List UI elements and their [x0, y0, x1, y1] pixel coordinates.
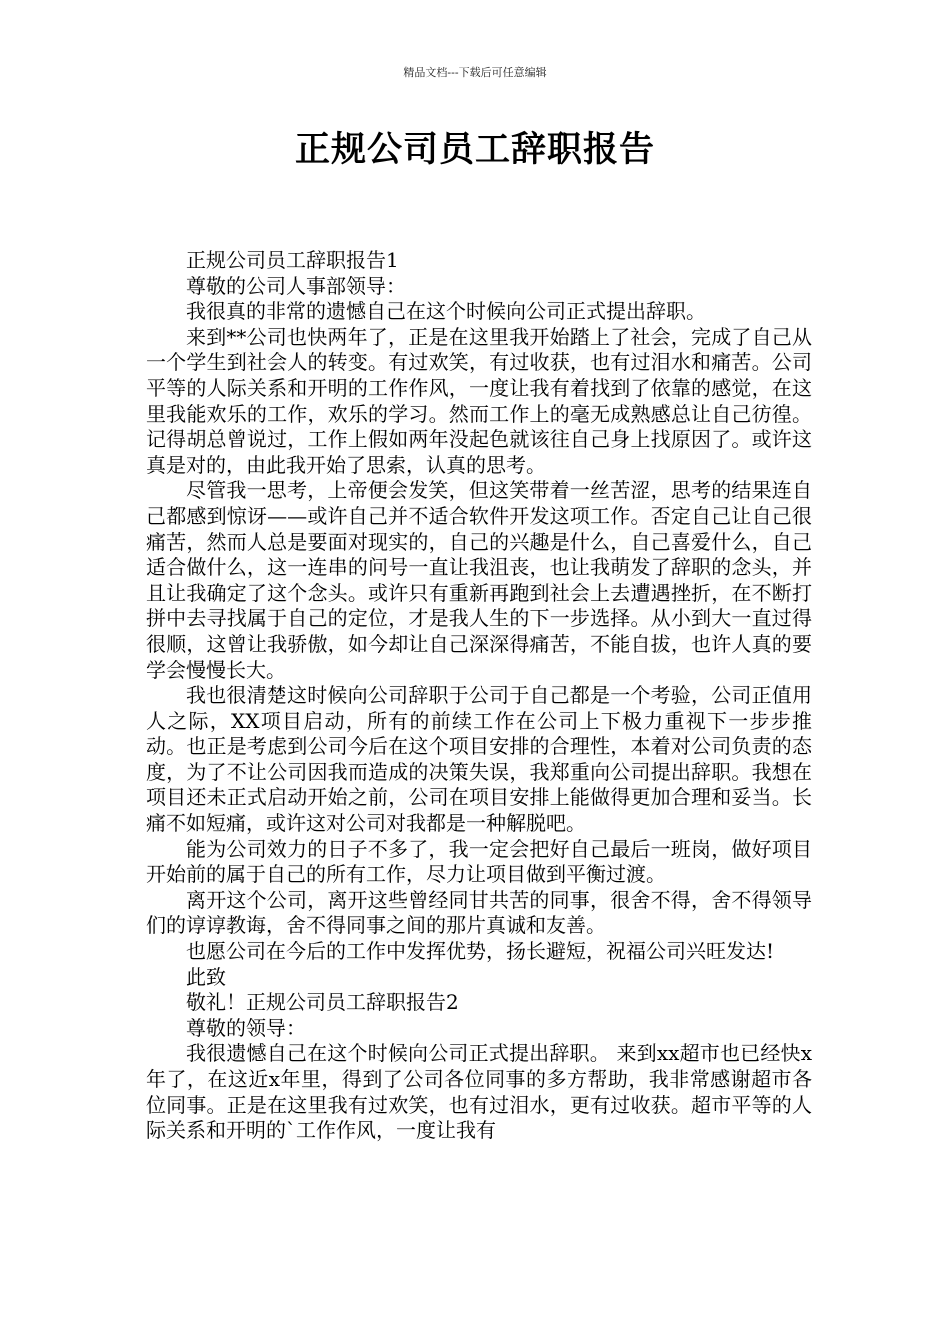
paragraph: 我很真的非常的遗憾自己在这个时候向公司正式提出辞职。: [186, 299, 706, 324]
document-title: 正规公司员工辞职报告: [294, 130, 655, 170]
paragraph: 尽管我一思考，上帝便会发笑，但这笑带着一丝苦涩，思考的结果连自己都感到惊讶——或许自己并不适合软件开发这项工作。否定自己让自己很痛苦，然而人总是要面对现实的，自己的兴趣是什么，自己喜爱什么，自己适合做什么，这一连串的问号一直让我沮丧，也让我萌发了辞职的念头，并且让我确定了这个念头。或许只有重新再跑到社会上去遭遇挫折，在不断打拼中去寻找属于自己的定位，才是我人生的下一步选择。从小到大一直过得很顺，这曾让我骄傲，如今却让自己深深得痛苦，不能自拔，也许人真的要学会慢慢长大。: [146, 478, 812, 682]
document-body: [146, 248, 812, 1144]
paragraph: 离开这个公司，离开这些曾经同甘共苦的同事，很舍不得，舍不得领导们的谆谆教诲，舍不得同事之间的那片真诚和友善。: [146, 887, 812, 938]
paragraph: 来到**公司也快两年了，正是在这里我开始踏上了社会，完成了自己从一个学生到社会人的转变。有过欢笑，有过收获，也有过泪水和痛苦。公司平等的人际关系和开明的工作作风，一度让我有着找到了依靠的感觉，在这里我能欢乐的工作，欢乐的学习。然而工作上的毫无成熟感总让自己彷徨。记得胡总曾说过，工作上假如两年没起色就该往自己身上找原因了。或许这真是对的，由此我开始了思索，认真的思考。: [146, 324, 812, 477]
paragraph: 我很遗憾自己在这个时候向公司正式提出辞职。 来到xx超市也已经快x年了，在这近x年里，得到了公司各位同事的多方帮助，我非常感谢超市各位同事。正是在这里我有过欢笑，也有过泪水，更有过收获。超市平等的人际关系和开明的`工作作风，一度让我有: [146, 1041, 812, 1143]
header-note: 精品文档---下载后可任意编辑: [403, 66, 547, 79]
paragraph: 此致: [186, 964, 226, 989]
paragraph: 尊敬的领导：: [186, 1015, 306, 1040]
paragraph: 我也很清楚这时候向公司辞职于公司于自己都是一个考验，公司正值用人之际，XX项目启动，所有的前续工作在公司上下极力重视下一步步推动。也正是考虑到公司今后在这个项目安排的合理性，本着对公司负责的态度，为了不让公司因我而造成的决策失误，我郑重向公司提出辞职。我想在项目还未正式启动开始之前，公司在项目安排上能做得更加合理和妥当。长痛不如短痛，或许这对公司对我都是一种解脱吧。: [146, 683, 812, 836]
paragraph: 能为公司效力的日子不多了，我一定会把好自己最后一班岗，做好项目开始前的属于自己的所有工作，尽力让项目做到平衡过渡。: [146, 836, 812, 887]
paragraph: 正规公司员工辞职报告1: [186, 248, 399, 272]
paragraph: 也愿公司在今后的工作中发挥优势，扬长避短，祝福公司兴旺发达!: [186, 939, 775, 964]
paragraph: 尊敬的公司人事部领导：: [186, 273, 406, 298]
paragraph: 敬礼！正规公司员工辞职报告2: [186, 990, 459, 1015]
